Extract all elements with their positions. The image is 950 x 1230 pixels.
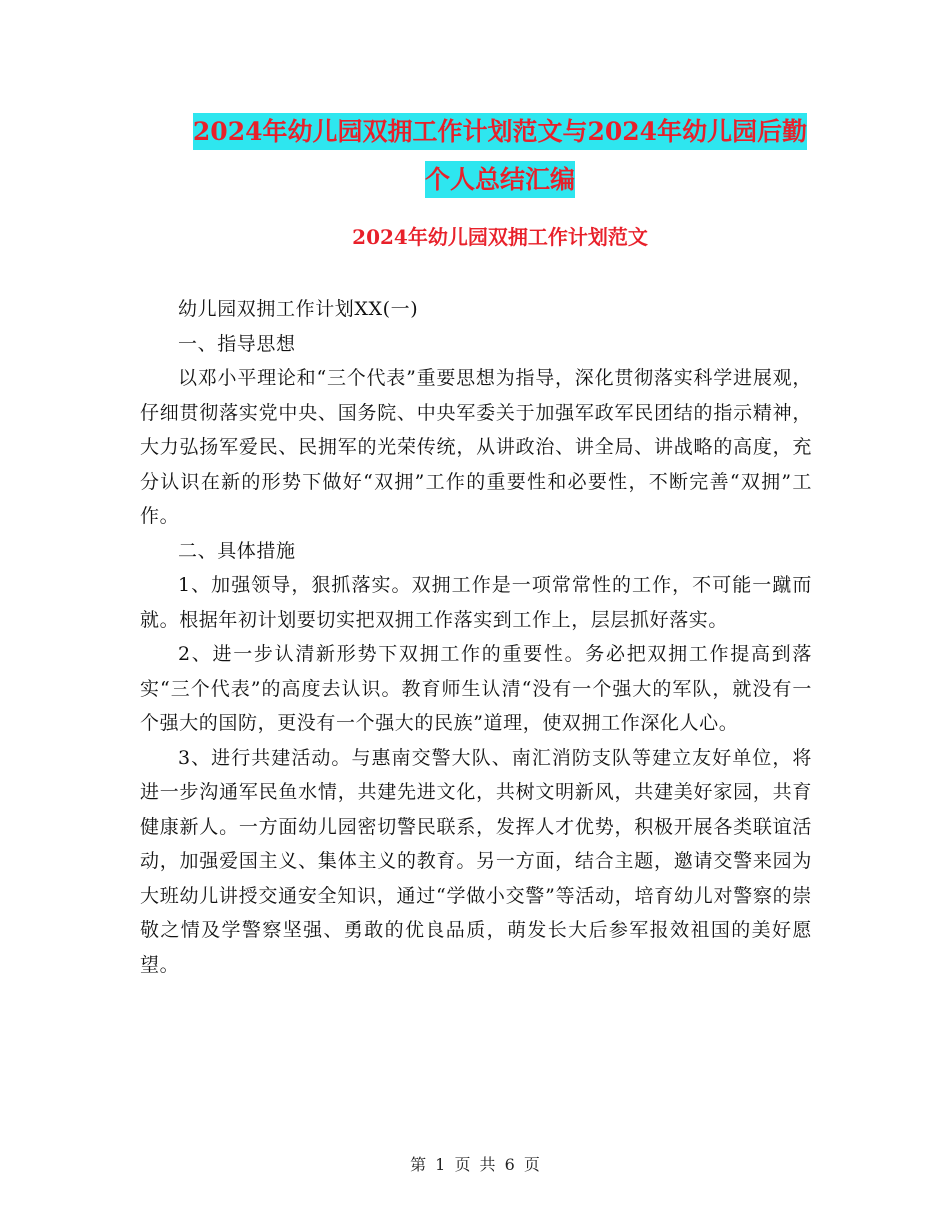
document-title-line-1: 2024年幼儿园双拥工作计划范文与2024年幼儿园后勤 [193,113,807,150]
paragraph-measure-2: 2、进一步认清新形势下双拥工作的重要性。务必把双拥工作提高到落实“三个代表”的高度去认识。教育师生认清“没有一个强大的军队，就没有一个强大的国防，更没有一个强大的民族”道理，使双拥工作深化人心。 [140,643,812,734]
document-title [140,108,860,204]
document-body [140,292,812,982]
paragraph-guiding-ideology: 以邓小平理论和“三个代表”重要思想为指导，深化贯彻落实科学进展观，仔细贯彻落实党中央、国务院、中央军委关于加强军政军民团结的指示精神，大力弘扬军爱民、民拥军的光荣传统，从讲政治、讲全局、讲战略的高度，充分认识在新的形势下做好“双拥”工作的重要性和必要性，不断完善“双拥”工作。 [140,367,812,527]
page-footer: 第 1 页 共 6 页 [410,1155,540,1174]
paragraph-measure-1: 1、加强领导，狠抓落实。双拥工作是一项常常性的工作，不可能一蹴而就。根据年初计划要切实把双拥工作落实到工作上，层层抓好落实。 [140,574,812,631]
section-title: 2024年幼儿园双拥工作计划范文 [352,225,648,249]
document-title-line-2: 个人总结汇编 [425,161,575,198]
paragraph-heading-measures: 二、具体措施 [178,539,296,562]
paragraph-plan-heading: 幼儿园双拥工作计划XX(一) [178,298,419,320]
paragraph-measure-3: 3、进行共建活动。与惠南交警大队、南汇消防支队等建立友好单位，将进一步沟通军民鱼水情，共建先进文化，共树文明新风，共建美好家园，共育健康新人。一方面幼儿园密切警民联系，发挥人才优势，积极开展各类联谊活动，加强爱国主义、集体主义的教育。另一方面，结合主题，邀请交警来园为大班幼儿讲授交通安全知识，通过“学做小交警”等活动，培育幼儿对警察的崇敬之情及学警察坚强、勇敢的优良品质，萌发长大后参军报效祖国的美好愿望。 [140,746,812,976]
paragraph-heading-guiding-ideology: 一、指导思想 [178,332,296,355]
